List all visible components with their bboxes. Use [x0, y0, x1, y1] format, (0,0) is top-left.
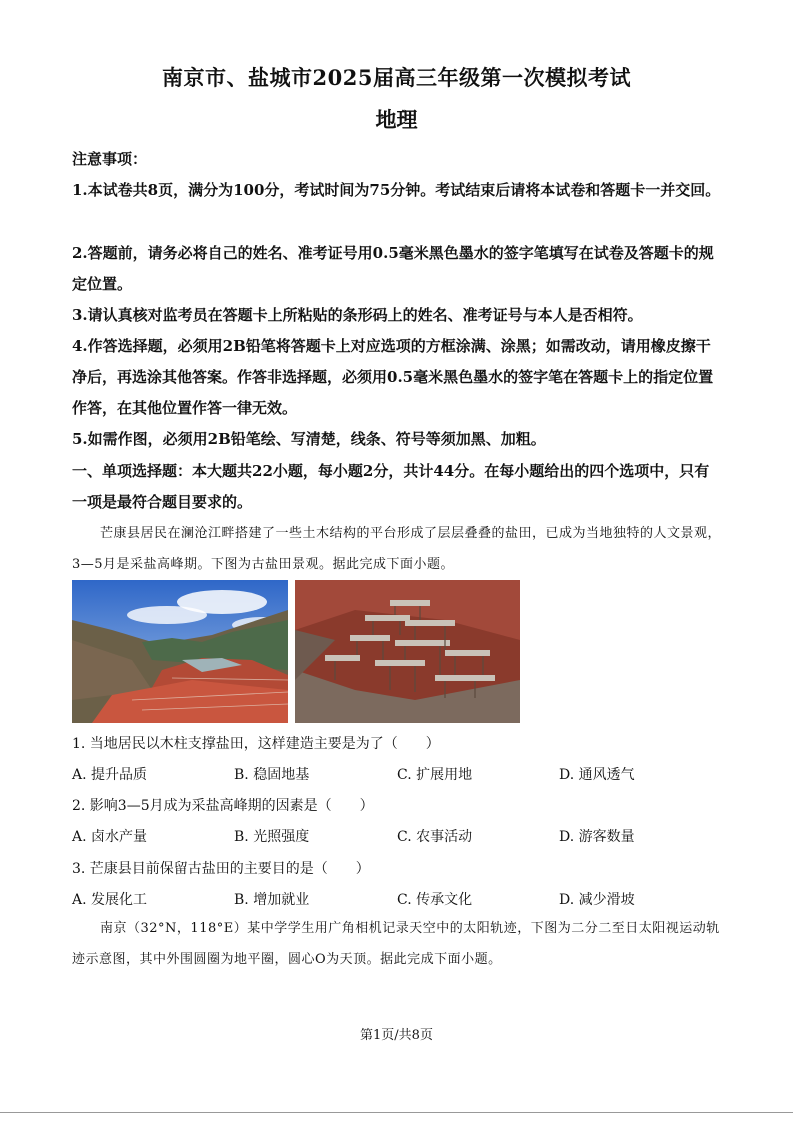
section-heading: 一、单项选择题：本大题共22小题，每小题2分，共计44分。在每小题给出的四个选项中，只有一项是最符合题目要求的。 [72, 462, 710, 511]
question-1-stem: 1. 当地居民以木柱支撑盐田，这样建造主要是为了（ ） [72, 736, 440, 752]
notice-item-1: 1.本试卷共8页，满分为100分，考试时间为75分钟。考试结束后请将本试卷和答题卡一并交回。 [72, 181, 721, 199]
q1-option-d[interactable]: D. 通风透气 [559, 767, 635, 783]
q1-option-b[interactable]: B. 稳固地基 [234, 767, 310, 783]
salt-field-photo-right [295, 580, 520, 723]
notice-item-4: 4.作答选择题，必须用2B铅笔将答题卡上对应选项的方框涂满、涂黑；如需改动，请用橡皮擦干净后，再选涂其他答案。作答非选择题，必须用0.5毫米黑色墨水的签字笔在答题卡上的指定位置作答，在其他位置作答一律无效。 [72, 337, 714, 417]
exam-title: 南京市、盐城市2025届高三年级第一次模拟考试 [162, 65, 631, 90]
question-3-stem: 3. 芒康县目前保留古盐田的主要目的是（ ） [72, 861, 370, 877]
passage-salt-fields: 芒康县居民在澜沧江畔搭建了一些土木结构的平台形成了层层叠叠的盐田，已成为当地独特的人文景观，3—5月是采盐高峰期。下图为古盐田景观。据此完成下面小题。 [72, 526, 722, 572]
bottom-divider [0, 1112, 793, 1113]
notice-heading: 注意事项： [72, 150, 148, 168]
salt-field-photo-left [72, 580, 288, 723]
q2-option-d[interactable]: D. 游客数量 [559, 829, 635, 845]
q3-option-c[interactable]: C. 传承文化 [397, 892, 473, 908]
q3-option-b[interactable]: B. 增加就业 [234, 892, 310, 908]
q2-option-c[interactable]: C. 农事活动 [397, 829, 473, 845]
passage-sun-path: 南京（32°N，118°E）某中学学生用广角相机记录天空中的太阳轨迹，下图为二分二至日太阳视运动轨迹示意图，其中外围圆圈为地平圈，圆心O为天顶。据此完成下面小题。 [72, 921, 720, 967]
notice-item-2: 2.答题前，请务必将自己的姓名、准考证号用0.5毫米黑色墨水的签字笔填写在试卷及答题卡的规定位置。 [72, 244, 714, 293]
q1-option-a[interactable]: A. 提升品质 [72, 767, 148, 783]
notice-item-3: 3.请认真核对监考员在答题卡上所粘贴的条形码上的姓名、准考证号与本人是否相符。 [72, 306, 643, 324]
q3-option-d[interactable]: D. 减少滑坡 [559, 892, 635, 908]
q1-option-c[interactable]: C. 扩展用地 [397, 767, 473, 783]
page-number: 第1页/共8页 [360, 1028, 433, 1043]
notice-item-5: 5.如需作图，必须用2B铅笔绘、写清楚，线条、符号等须加黑、加粗。 [72, 430, 546, 448]
q2-option-a[interactable]: A. 卤水产量 [72, 829, 148, 845]
question-2-stem: 2. 影响3—5月成为采盐高峰期的因素是（ ） [72, 798, 374, 814]
q2-option-b[interactable]: B. 光照强度 [234, 829, 310, 845]
exam-subject: 地理 [375, 107, 418, 132]
q3-option-a[interactable]: A. 发展化工 [72, 892, 148, 908]
